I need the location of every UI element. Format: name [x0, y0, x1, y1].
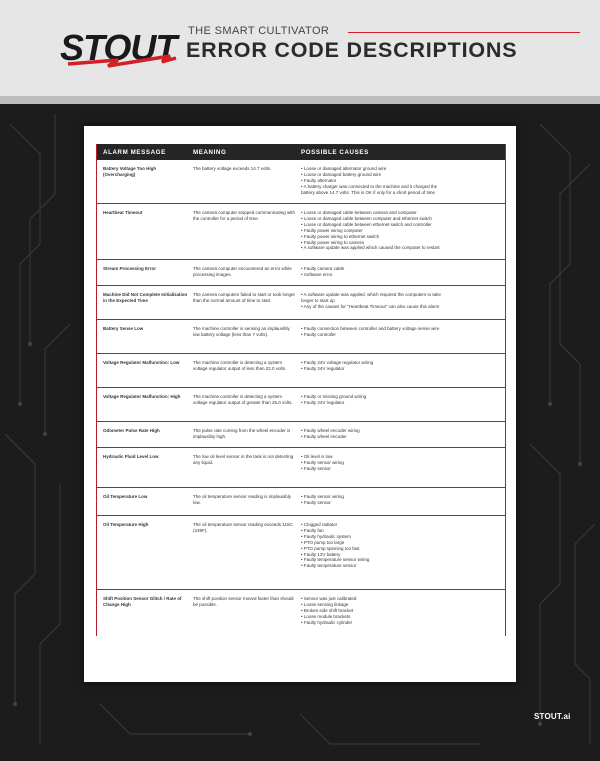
meaning: The machine controller is sensing an implausibly low battery voltage (less than 7 volts).: [193, 326, 290, 337]
cause-item: • Clogged radiator: [301, 522, 338, 527]
possible-causes: [297, 266, 505, 285]
cause-item: • Faulty sensor wiring: [301, 459, 344, 465]
cause-item: • Broken side shift bracket: [301, 607, 354, 613]
cause-item: • Sensor was just calibrated: [301, 596, 357, 601]
cause-item: • Faulty sensor wiring: [301, 494, 344, 499]
page-number: 1: [502, 754, 506, 761]
cause-item: • Faulty fan: [301, 527, 324, 533]
cause-item: • Loose sensing linkage: [301, 601, 349, 607]
column-header-causes: POSSIBLE CAUSES: [301, 148, 369, 156]
column-header-meaning: MEANING: [193, 148, 227, 156]
meaning: The pulse rate coming from the wheel encoder is implausibly high.: [193, 428, 291, 439]
cause-item: • Faulty hydraulic cylinder: [301, 619, 353, 625]
alarm-message: Battery Voltage Too High (Overcharging): [103, 166, 157, 177]
alarm-message: Hydraulic Fluid Level Low: [103, 454, 159, 459]
table-row: [97, 448, 505, 488]
cause-item: • Faulty 24V regulator: [301, 365, 345, 371]
possible-causes: [297, 166, 505, 203]
cause-item: • Faulty 24V regulator: [301, 399, 345, 405]
table-row: [97, 286, 505, 320]
meaning: The machine controller is detecting a system voltage regulator output of greater than 25.0 volts.: [193, 394, 293, 405]
meaning: The camera computers failed to start or took longer than the normal amount of time to start.: [193, 292, 296, 303]
alarm-message: Oil Temperature High: [103, 522, 149, 527]
cause-item: • Faulty or missing ground wiring: [301, 394, 367, 399]
cause-item: • Oil level is low: [301, 454, 333, 459]
possible-causes: [297, 210, 505, 259]
cause-item: longer to start up: [301, 297, 335, 303]
meaning: The oil temperature sensor reading is implausibly low.: [193, 494, 292, 505]
cause-item: • Faulty connection between controller and battery voltage sense wire: [301, 326, 440, 331]
meaning: The oil temperature sensor reading exceeds 115C (239F).: [193, 522, 293, 533]
table-row: [97, 320, 505, 354]
possible-causes: [297, 428, 505, 447]
cause-item: • Faulty 12V battery: [301, 551, 341, 557]
cause-item: • Faulty temperature sensor: [301, 563, 357, 569]
logo-wordmark: STOUT: [60, 27, 177, 68]
cause-item: • Faulty wheel encoder wiring: [301, 428, 360, 433]
cause-item: • Faulty power wiring to camera: [301, 239, 364, 245]
header-stripe: [0, 96, 600, 104]
possible-causes: [297, 454, 505, 487]
cause-item: • Loose or damaged alternator ground wire: [301, 166, 387, 171]
cause-item: • Faulty temperature sensor wiring: [301, 557, 370, 563]
cause-item: • Any of the causes for "Heartbeat Timeout" can also cause this alarm: [301, 303, 440, 309]
alarm-message: Stream Processing Error: [103, 266, 157, 271]
meaning: The machine controller is detecting a system voltage regulator output of less than 22.0 volts.: [193, 360, 287, 371]
table-row: [97, 488, 505, 516]
cause-item: • Loose module brackets: [301, 613, 351, 619]
possible-causes: [297, 326, 505, 353]
cause-item: • PTO pump spinning too fast: [301, 545, 360, 551]
table-header: [97, 144, 505, 160]
cause-item: battery above 14.7 volts. This is OK if only for a short period of time: [301, 189, 435, 195]
cause-item: • Faulty hydraulic system: [301, 533, 351, 539]
meaning: The camera computer stopped communicating with the controller for a period of time.: [193, 210, 296, 221]
cause-item: • Faulty power wiring to ethernet switch: [301, 233, 380, 239]
possible-causes: [297, 360, 505, 387]
cause-item: • Faulty 24V voltage regulator wiring: [301, 360, 374, 365]
table-row: [97, 354, 505, 388]
alarm-message: Odometer Pulse Rate High: [103, 428, 160, 433]
page-title: ERROR CODE DESCRIPTIONS: [186, 38, 518, 62]
table-row: [97, 160, 505, 204]
possible-causes: [297, 596, 505, 636]
cause-item: • Loose or damaged cable between computer and ethernet switch: [301, 215, 432, 221]
cause-item: • A battery charger was connected to the machine and it charged the: [301, 183, 438, 189]
error-code-table: [96, 144, 506, 636]
cause-item: • Faulty controller: [301, 331, 336, 337]
table-row: [97, 260, 505, 286]
table-row: [97, 422, 505, 448]
cause-item: • Faulty sensor: [301, 465, 331, 471]
possible-causes: [297, 292, 505, 319]
cause-item: • Faulty sensor: [301, 499, 331, 505]
stout-logo: [58, 20, 182, 74]
cause-item: • Loose or damaged cable between ethernet switch and controller: [301, 221, 432, 227]
footer-brand: STOUT.ai: [534, 712, 571, 721]
alarm-message: Shift Position Sensor Glitch / Rate of Change High: [103, 596, 182, 607]
table-row: [97, 204, 505, 260]
meaning: The low oil level sensor in the tank is not detecting any liquid.: [193, 454, 294, 465]
alarm-message: Machine Did Not Complete Initialization in the Expected Time: [103, 292, 188, 303]
cause-item: • Software error: [301, 271, 333, 277]
alarm-message: Heartbeat Timeout: [103, 210, 143, 215]
possible-causes: [297, 522, 505, 589]
cause-item: • A software update was applied which caused the computer to restart: [301, 245, 440, 251]
meaning: The battery voltage exceeds 14.7 volts.: [193, 166, 272, 171]
table-row: [97, 388, 505, 422]
meaning: The shift position sensor moved faster than should be possible.: [193, 596, 294, 607]
alarm-message: Voltage Regulator Malfunction: High: [103, 394, 181, 399]
possible-causes: [297, 494, 505, 515]
alarm-message: Voltage Regulator Malfunction: Low: [103, 360, 180, 365]
alarm-message: Oil Temperature Low: [103, 494, 148, 499]
cause-item: • A software update was applied, which required the computers to take: [301, 292, 441, 297]
cause-item: • Faulty camera cable: [301, 266, 345, 271]
cause-item: • Faulty power wiring computer: [301, 227, 363, 233]
possible-causes: [297, 394, 505, 421]
cause-item: • Loose or damaged cable between camera and computer: [301, 210, 417, 215]
column-header-alarm: ALARM MESSAGE: [103, 148, 166, 156]
table-row: [97, 590, 505, 636]
table-row: [97, 516, 505, 590]
document-sheet: [84, 126, 516, 761]
header-rule: [348, 32, 580, 33]
cause-item: • PTO pump too large: [301, 539, 345, 545]
meaning: The camera computer encountered an error while processing images.: [193, 266, 292, 277]
cause-item: • Faulty alternator: [301, 177, 337, 183]
cause-item: • Loose or damaged battery ground wire: [301, 171, 382, 177]
alarm-message: Battery Sense Low: [103, 326, 144, 331]
cause-item: • Faulty wheel encoder: [301, 433, 347, 439]
header-kicker: THE SMART CULTIVATOR: [188, 25, 330, 37]
